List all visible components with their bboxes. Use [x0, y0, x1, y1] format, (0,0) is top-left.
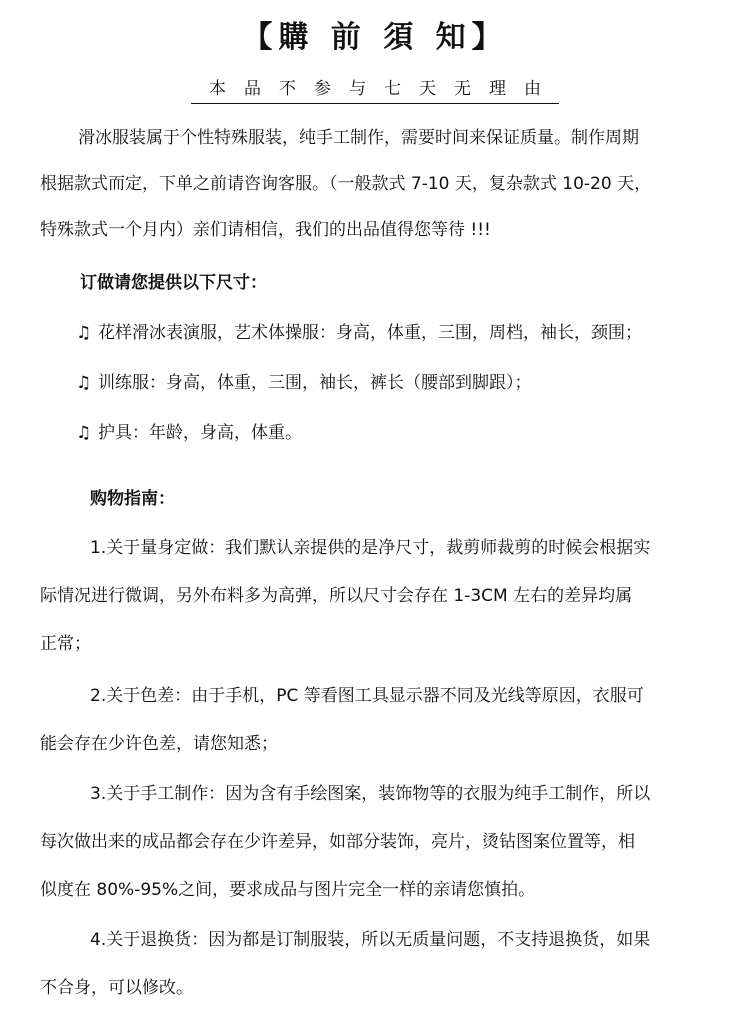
list-item — [76, 418, 302, 448]
guide-item-2-line-1: 2.关于色差：由于手机，PC 等看图工具显示器不同及光线等原因，衣服可 — [90, 686, 644, 706]
guide-item-4-line-2: 不合身，可以修改。 — [40, 978, 193, 998]
guide-item-4-line-1: 4.关于退换货：因为都是订制服装，所以无质量问题，不支持退换货，如果 — [90, 930, 651, 950]
music-note-icon: ♫ — [76, 373, 92, 393]
size-item-text: 花样滑冰表演服，艺术体操服：身高，体重，三围，周档，袖长，颈围； — [98, 323, 642, 343]
guide-item-1-line-1: 1.关于量身定做：我们默认亲提供的是净尺寸，裁剪师裁剪的时候会根据实 — [90, 538, 651, 558]
guide-item-1-line-3: 正常； — [40, 634, 91, 654]
guide-item-3-line-2: 每次做出来的成品都会存在少许差异，如部分装饰，亮片，烫钻图案位置等，相 — [40, 832, 635, 852]
guide-item-3-line-1: 3.关于手工制作：因为含有手绘图案，装饰物等的衣服为纯手工制作，所以 — [90, 784, 651, 804]
subtitle-notice — [0, 76, 750, 104]
intro-line-1: 滑冰服装属于个性特殊服装，纯手工制作，需要时间来保证质量。制作周期 — [78, 128, 639, 148]
music-note-icon: ♫ — [76, 323, 92, 343]
size-item-text: 护具：年龄，身高，体重。 — [98, 423, 302, 443]
sizes-heading: 订做请您提供以下尺寸： — [80, 273, 267, 293]
subtitle-text: 本品不参与七天无理由 — [191, 76, 559, 104]
guide-heading: 购物指南： — [90, 489, 175, 509]
guide-item-3-line-3: 似度在 80%-95%之间，要求成品与图片完全一样的亲请您慎拍。 — [40, 880, 536, 900]
intro-line-3: 特殊款式一个月内）亲们请相信，我们的出品值得您等待 !!! — [40, 220, 491, 240]
size-item-text: 训练服：身高，体重，三围，袖长，裤长（腰部到脚跟）； — [98, 373, 532, 393]
guide-item-1-line-2: 际情况进行微调，另外布料多为高弹，所以尺寸会存在 1-3CM 左右的差异均属 — [40, 586, 633, 606]
intro-line-2: 根据款式而定，下单之前请咨询客服。（一般款式 7-10 天，复杂款式 10-20 天， — [40, 174, 652, 194]
music-note-icon: ♫ — [76, 423, 92, 443]
guide-item-2-line-2: 能会存在少许色差，请您知悉； — [40, 734, 278, 754]
page-title: 【購 前 須 知】 — [242, 20, 508, 55]
list-item — [76, 368, 532, 398]
list-item — [76, 318, 642, 348]
